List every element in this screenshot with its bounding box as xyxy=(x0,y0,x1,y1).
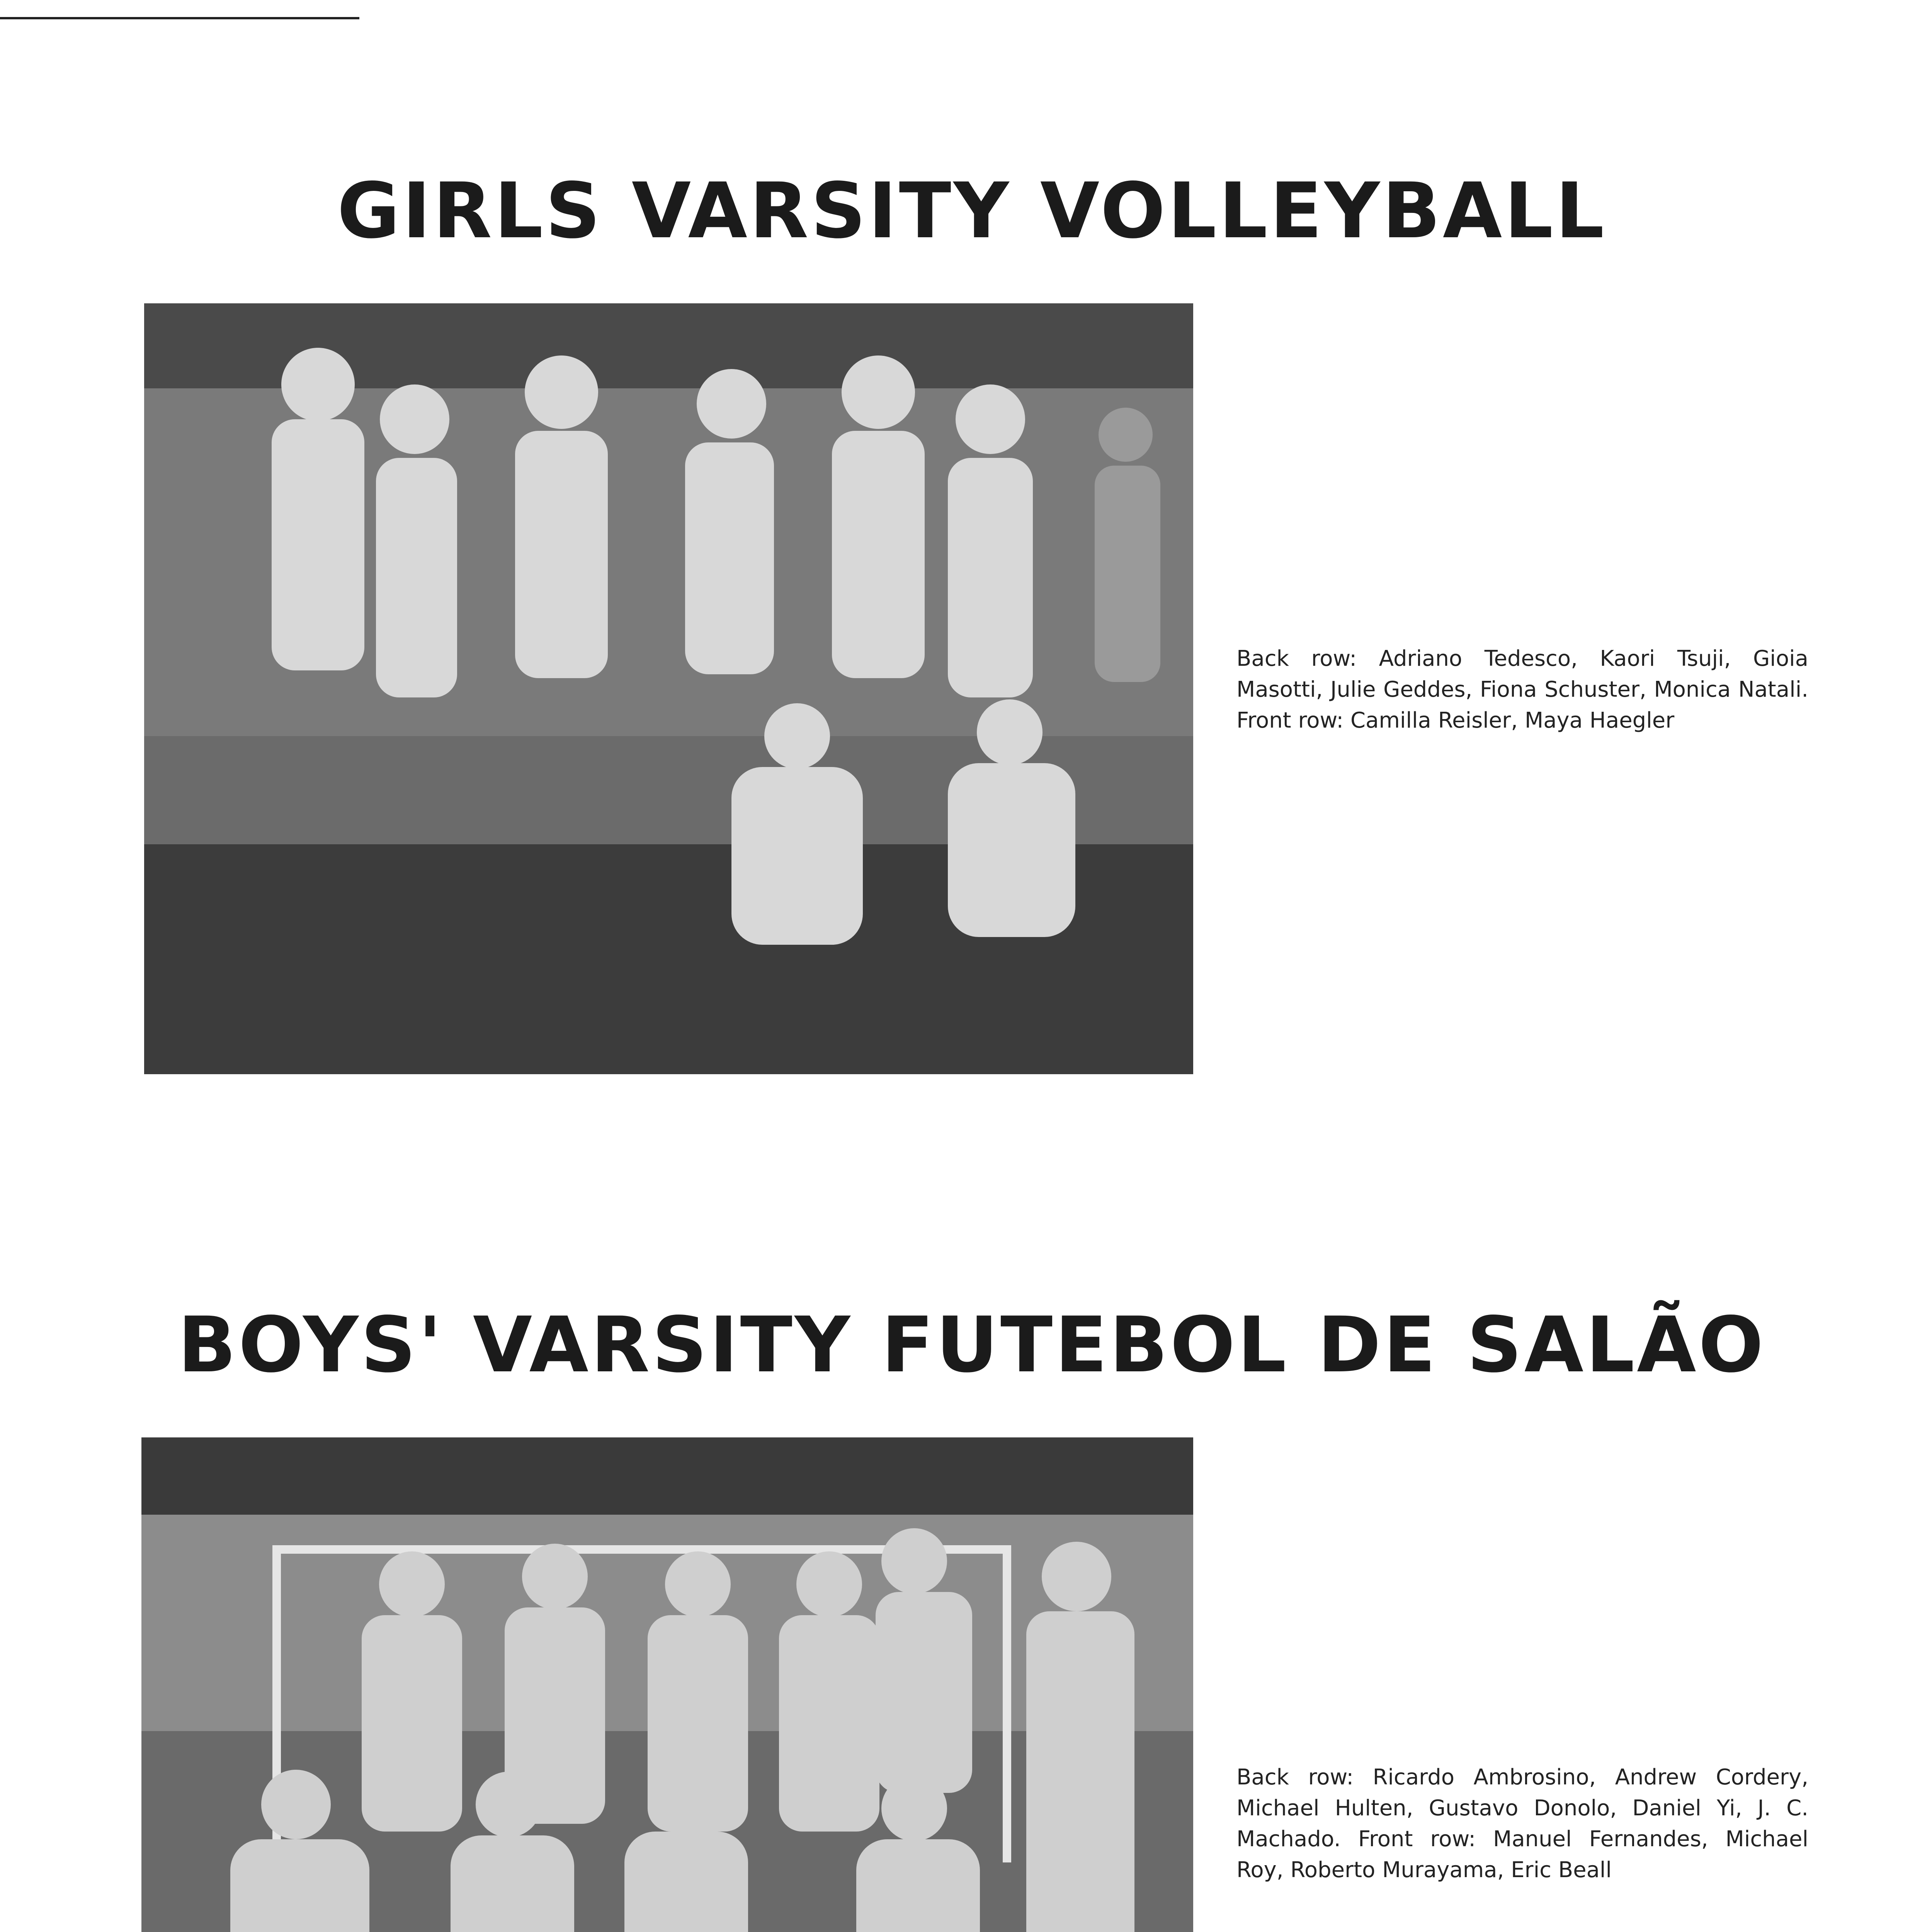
volleyball-team-photo xyxy=(144,303,1193,1074)
volleyball-heading: GIRLS VARSITY VOLLEYBALL xyxy=(337,166,1607,255)
top-rule xyxy=(0,17,359,19)
futebol-caption: Back row: Ricardo Ambrosino, Andrew Cordery, Michael Hulten, Gustavo Donolo, Daniel Yi, J. C. Machado. Front row: Manuel Fernandes, Michael Roy, Roberto Murayama, Eric Beall xyxy=(1236,1765,1808,1883)
futebol-heading: BOYS' VARSITY FUTEBOL DE SALÃO xyxy=(178,1300,1766,1389)
futebol-team-photo xyxy=(141,1437,1193,1932)
volleyball-caption: Back row: Adriano Tedesco, Kaori Tsuji, Gioia Masotti, Julie Geddes, Fiona Schuster, Monica Natali. Front row: Camilla Reisler, Maya Haegler xyxy=(1236,646,1808,733)
